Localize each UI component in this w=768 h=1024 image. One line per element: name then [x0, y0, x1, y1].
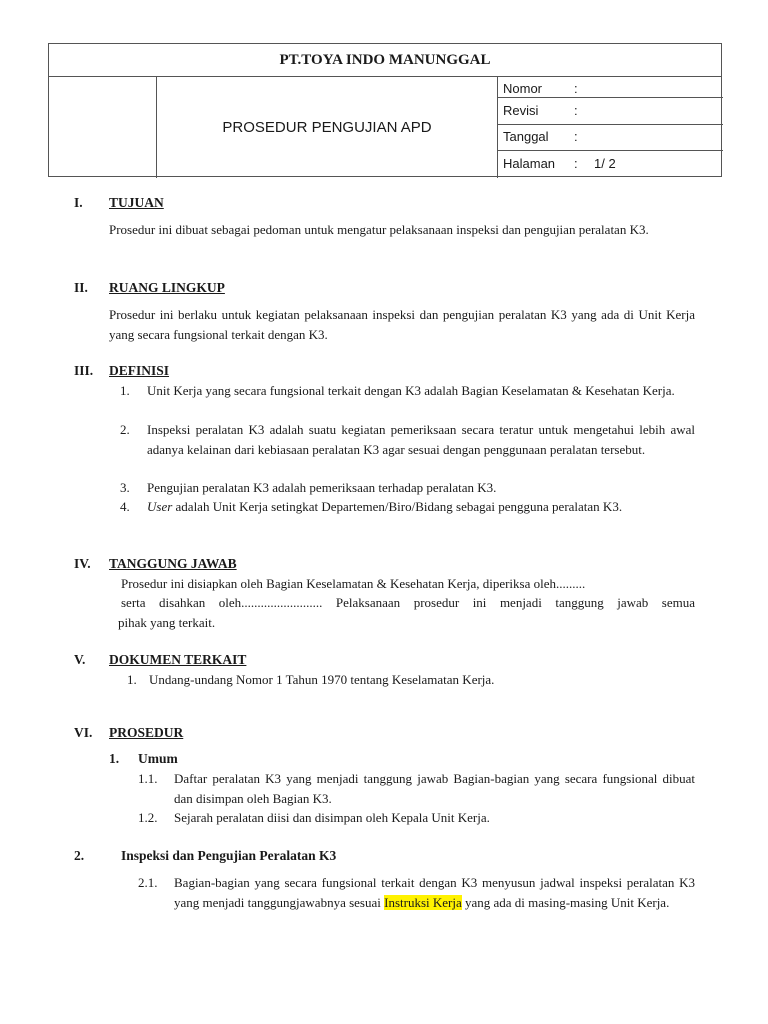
list-item-number: 2.1.	[138, 875, 158, 890]
list-item-number: 3.	[120, 480, 130, 495]
section-number: VI.	[74, 725, 93, 740]
meta-sep: :	[574, 103, 578, 118]
subsection-number: 1.	[109, 751, 120, 766]
meta-row-revisi	[498, 98, 722, 124]
meta-key: Halaman	[503, 156, 556, 171]
user-term: User	[147, 499, 173, 514]
umum-item: Sejarah peralatan diisi dan disimpan oleh Kepala Unit Kerja.	[174, 810, 490, 825]
list-item-number: 1.	[120, 383, 130, 398]
section-title-definisi: DEFINISI	[109, 363, 170, 378]
list-item-number: 1.	[127, 672, 137, 687]
subsection-title-umum: Umum	[138, 751, 178, 766]
company-name: PT.TOYA INDO MANUNGGAL	[279, 52, 491, 68]
section-number: III.	[74, 363, 94, 378]
document-header-table	[48, 43, 722, 177]
list-item-number: 1.2.	[138, 810, 158, 825]
section-number: IV.	[74, 556, 91, 571]
section-title-tujuan: TUJUAN	[109, 195, 164, 210]
definisi-item-text: adalah Unit Kerja setingkat Departemen/Biro/Bidang sebagai pengguna peralatan K3.	[172, 499, 623, 514]
meta-sep: :	[574, 156, 578, 171]
definisi-item: Pengujian peralatan K3 adalah pemeriksaan terhadap peralatan K3.	[147, 480, 497, 495]
dokumen-item: Undang-undang Nomor 1 Tahun 1970 tentang Keselamatan Kerja.	[149, 672, 495, 687]
umum-item: Daftar peralatan K3 yang menjadi tanggung jawab Bagian-bagian yang secara fungsional dibuat dan disimpan oleh Bagian K3.	[174, 771, 695, 806]
section-number: II.	[74, 280, 88, 295]
definisi-item: Inspeksi peralatan K3 adalah suatu kegiatan pemeriksaan secara teratur untuk mengetahui lebih awal adanya kelainan dari kebiasaan peralatan K3 agar sesuai dengan penggunaan peralatan tersebut.	[147, 422, 695, 457]
section-title-prosedur: PROSEDUR	[109, 725, 184, 740]
list-item-number: 2.	[120, 422, 130, 437]
meta-row-tanggal	[498, 124, 722, 150]
definisi-item	[147, 497, 695, 517]
tanggung-jawab-line: pihak yang terkait.	[118, 615, 216, 630]
meta-sep: :	[574, 81, 578, 96]
section-title-dokumen-terkait: DOKUMEN TERKAIT	[109, 652, 247, 667]
tanggung-jawab-line: serta disahkan oleh......................... Pelaksanaan prosedur ini menjadi tanggung jawab semua	[121, 595, 695, 610]
tanggung-jawab-line: Prosedur ini disiapkan oleh Bagian Keselamatan & Kesehatan Kerja, diperiksa oleh.........	[121, 576, 586, 591]
list-item-number: 4.	[120, 499, 130, 514]
inspeksi-item	[174, 873, 695, 912]
ruang-lingkup-paragraph: Prosedur ini berlaku untuk kegiatan pelaksanaan inspeksi dan pengujian peralatan K3 yang ada di Unit Kerja yang secara fungsional terkait dengan K3.	[109, 307, 695, 342]
definisi-item: Unit Kerja yang secara fungsional terkait dengan K3 adalah Bagian Keselamatan & Kesehatan Kerja.	[147, 383, 675, 398]
inspeksi-item-text: Bagian-bagian yang secara fungsional terkait dengan K3 menyusun jadwal inspeksi peralatan K3 yang menjadi tanggungjawabnya sesuai	[174, 875, 695, 910]
meta-key: Revisi	[503, 103, 539, 118]
meta-sep: :	[574, 129, 578, 144]
subsection-number: 2.	[74, 848, 85, 863]
tujuan-paragraph: Prosedur ini dibuat sebagai pedoman untuk mengatur pelaksanaan inspeksi dan pengujian peralatan K3.	[109, 222, 649, 237]
subsection-title-inspeksi: Inspeksi dan Pengujian Peralatan K3	[121, 848, 337, 863]
meta-row-halaman	[498, 151, 722, 177]
meta-key: Tanggal	[503, 129, 549, 144]
section-number: I.	[74, 195, 83, 210]
list-item-number: 1.1.	[138, 771, 158, 786]
section-title-ruang-lingkup: RUANG LINGKUP	[109, 280, 225, 295]
section-title-tanggung-jawab: TANGGUNG JAWAB	[109, 556, 237, 571]
meta-value: 1/ 2	[594, 156, 616, 171]
inspeksi-item-text: yang ada di masing-masing Unit Kerja.	[461, 894, 670, 910]
section-number: V.	[74, 652, 86, 667]
highlighted-term: Instruksi Kerja	[384, 894, 462, 910]
document-title: PROSEDUR PENGUJIAN APD	[222, 118, 432, 136]
meta-key: Nomor	[503, 81, 543, 96]
